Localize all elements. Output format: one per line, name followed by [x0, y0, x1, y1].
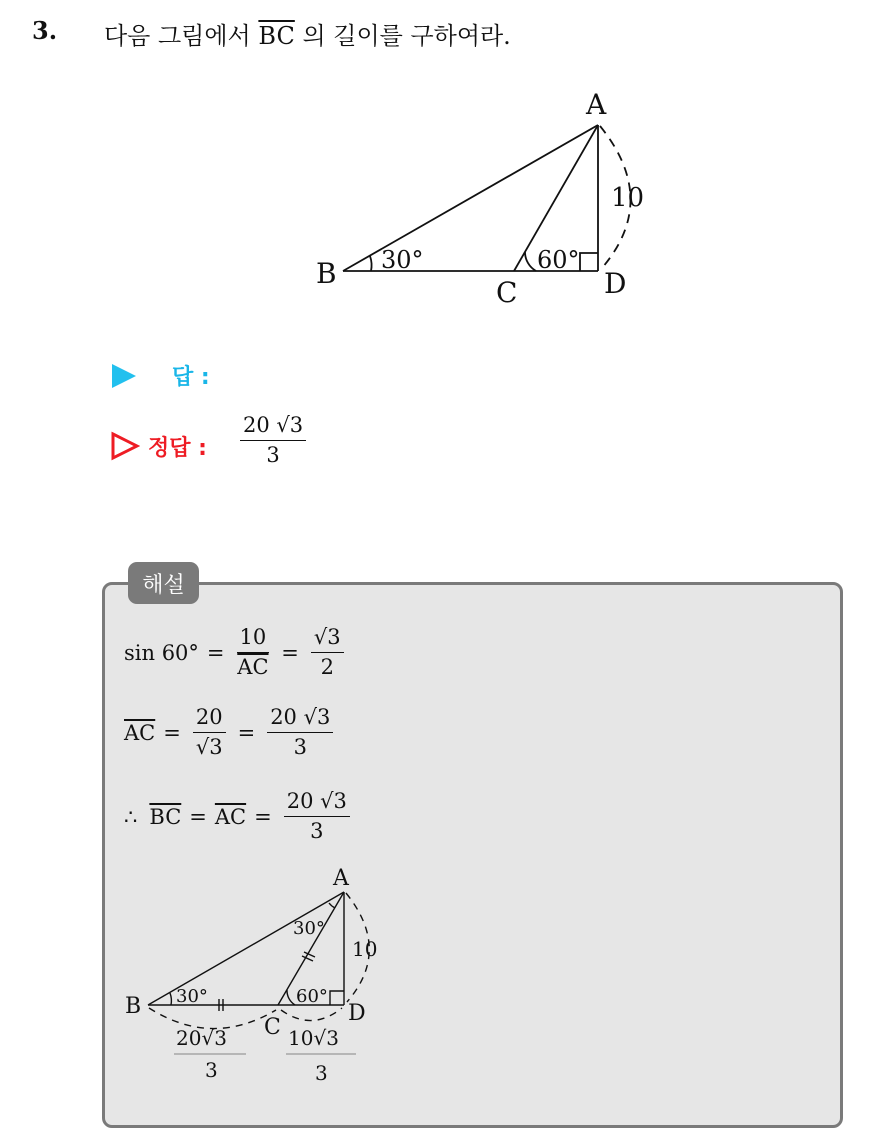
line2-frac1-num: 20: [193, 706, 226, 733]
question-text-before: 다음 그림에서: [104, 22, 259, 50]
line3-frac-num: 20 √3: [284, 790, 350, 817]
segment-ac: $\overline{AC}$: [214, 804, 247, 829]
sol-angle-c-label: 60°: [296, 986, 328, 1007]
segment-bc: $\overline{BC}$: [258, 22, 295, 50]
line3-frac-den: 3: [310, 819, 324, 844]
sol-label-c: C: [264, 1015, 281, 1040]
angle-b-label: 30°: [381, 246, 424, 274]
sol-angle-arc-c: [287, 990, 295, 1005]
equals-sign: =: [281, 640, 299, 665]
correct-answer-denominator: 3: [266, 443, 280, 468]
equals-sign: =: [254, 804, 272, 829]
segment-bc: $\overline{BC}$: [149, 804, 182, 829]
equals-sign: =: [163, 720, 181, 745]
sol-right-angle-mark: [330, 991, 344, 1005]
sol-side-ad-label: 10: [352, 937, 378, 961]
sol-dashed-arc-cd: [281, 1008, 342, 1021]
correct-answer-label: 정답 :: [148, 436, 207, 461]
bc-length-numerator: 20√3: [176, 1026, 227, 1050]
line2-frac2-den: 3: [293, 735, 307, 760]
label-c: C: [496, 276, 518, 309]
sol-angle-b-label: 30°: [176, 986, 208, 1007]
segment-ac: $\overline{AC}$: [124, 720, 156, 745]
correct-answer-numerator: 20 √3: [240, 414, 306, 441]
line2-frac1-den: √3: [195, 735, 223, 760]
label-a: A: [586, 88, 607, 121]
therefore-symbol: ∴: [124, 804, 138, 829]
sol-label-a: A: [333, 866, 349, 891]
sol-angle-arc-a: [329, 903, 335, 908]
equals-sign: =: [237, 720, 256, 745]
solution-tag: 해설: [128, 562, 199, 604]
sol-angle-arc-b: [170, 993, 171, 1005]
sin60-text: sin 60°: [124, 640, 199, 665]
line1-frac2-num: √3: [311, 626, 344, 653]
angle-c-label: 60°: [537, 246, 580, 274]
side-ad-label: 10: [611, 183, 645, 213]
equals-sign: =: [206, 640, 225, 665]
line2-frac2-num: 20 √3: [267, 706, 333, 733]
equals-sign: =: [189, 804, 207, 829]
label-d: D: [604, 267, 627, 300]
sol-angle-a-label: 30°: [293, 918, 325, 939]
cd-length-numerator: 10√3: [288, 1026, 339, 1050]
bc-length-denominator: 3: [205, 1058, 218, 1082]
line1-frac2-den: 2: [320, 655, 334, 680]
line1-frac1-num: 10: [237, 626, 270, 653]
sol-label-d: D: [348, 1001, 366, 1026]
question-text-after: 의 길이를 구하여라.: [294, 22, 511, 50]
sol-label-b: B: [125, 994, 142, 1019]
tick-mark-ac-2: [304, 952, 315, 957]
answer-label: 답 :: [172, 365, 210, 390]
question-number: 3.: [32, 16, 58, 45]
cd-length-denominator: 3: [315, 1061, 328, 1085]
label-b: B: [316, 257, 337, 290]
line1-frac1-den: AC: [237, 655, 269, 680]
